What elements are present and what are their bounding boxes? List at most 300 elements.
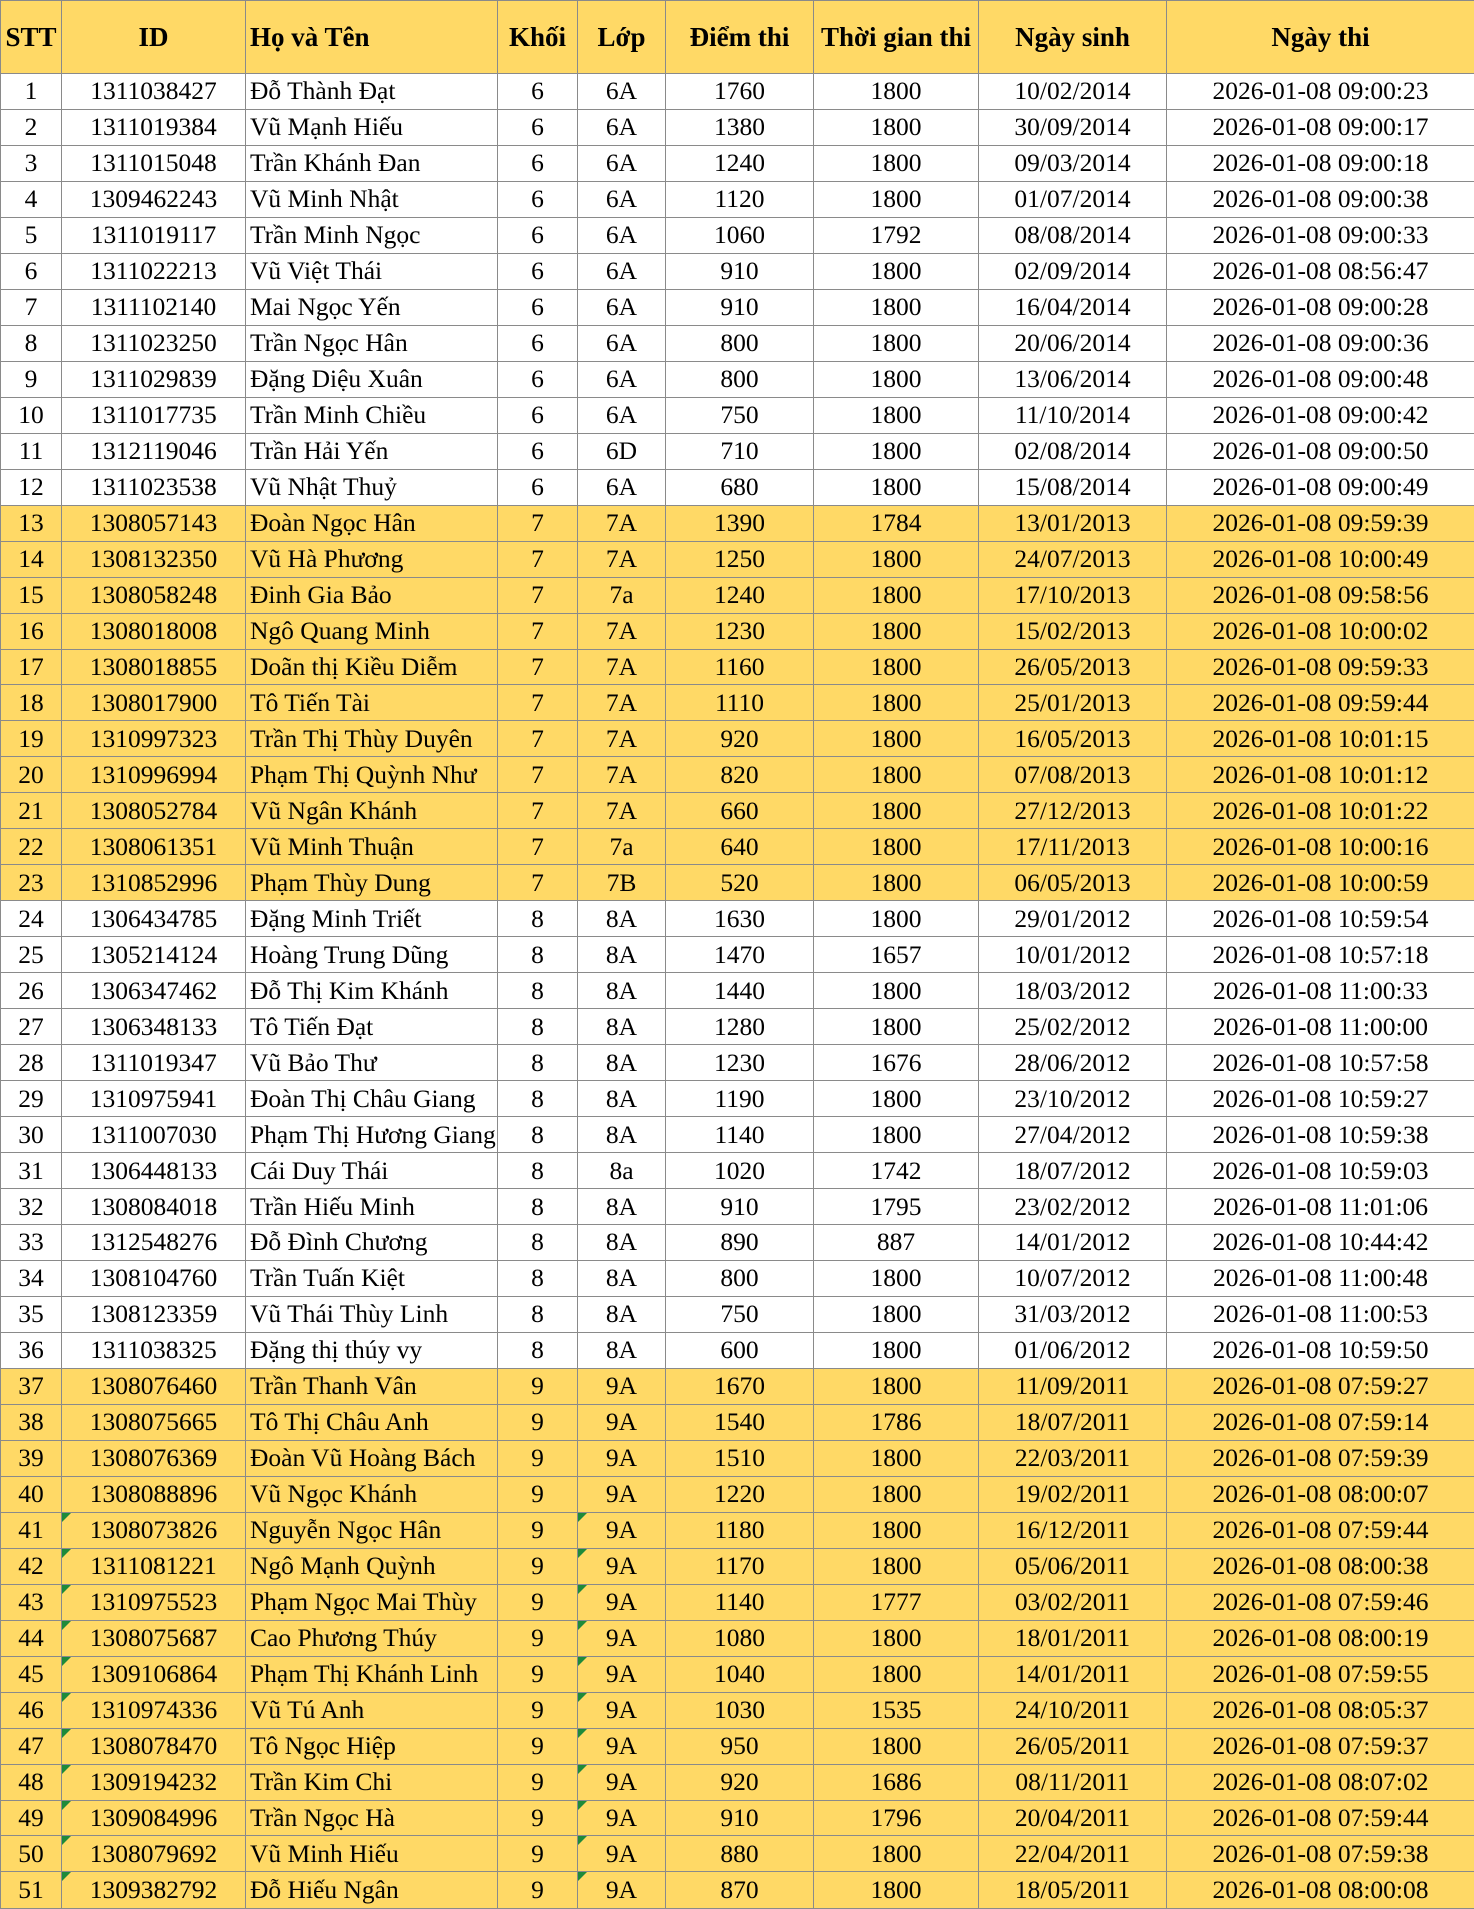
cell-exam-date[interactable]: 2026-01-08 10:44:42 bbox=[1167, 1225, 1474, 1261]
cell-exam-time[interactable]: 1800 bbox=[814, 793, 979, 829]
cell-class[interactable]: 6A bbox=[578, 181, 666, 217]
cell-grade[interactable]: 6 bbox=[498, 397, 578, 433]
cell-grade[interactable]: 7 bbox=[498, 829, 578, 865]
cell-name[interactable]: Mai Ngọc Yến bbox=[246, 289, 498, 325]
cell-id[interactable]: 1309084996 bbox=[62, 1800, 246, 1836]
cell-grade[interactable]: 8 bbox=[498, 1081, 578, 1117]
cell-class[interactable]: 7A bbox=[578, 721, 666, 757]
cell-score[interactable]: 520 bbox=[666, 865, 814, 901]
cell-score[interactable]: 1230 bbox=[666, 613, 814, 649]
cell-id[interactable]: 1308061351 bbox=[62, 829, 246, 865]
cell-grade[interactable]: 8 bbox=[498, 1260, 578, 1296]
cell-grade[interactable]: 7 bbox=[498, 721, 578, 757]
cell-class[interactable]: 8A bbox=[578, 1332, 666, 1368]
cell-exam-date[interactable]: 2026-01-08 07:59:55 bbox=[1167, 1656, 1474, 1692]
cell-exam-date[interactable]: 2026-01-08 09:59:33 bbox=[1167, 649, 1474, 685]
cell-exam-time[interactable]: 1800 bbox=[814, 1872, 979, 1909]
cell-id[interactable]: 1308058248 bbox=[62, 577, 246, 613]
cell-id[interactable]: 1308088896 bbox=[62, 1476, 246, 1512]
cell-birthdate[interactable]: 19/02/2011 bbox=[979, 1476, 1167, 1512]
cell-birthdate[interactable]: 10/07/2012 bbox=[979, 1260, 1167, 1296]
cell-score[interactable]: 1760 bbox=[666, 74, 814, 110]
cell-birthdate[interactable]: 18/07/2011 bbox=[979, 1404, 1167, 1440]
cell-score[interactable]: 800 bbox=[666, 1260, 814, 1296]
cell-name[interactable]: Trần Minh Ngọc bbox=[246, 217, 498, 253]
cell-birthdate[interactable]: 01/07/2014 bbox=[979, 181, 1167, 217]
cell-id[interactable]: 1308123359 bbox=[62, 1296, 246, 1332]
cell-score[interactable]: 1060 bbox=[666, 217, 814, 253]
cell-class[interactable]: 6A bbox=[578, 217, 666, 253]
cell-stt[interactable]: 30 bbox=[1, 1117, 62, 1153]
cell-name[interactable]: Đỗ Hiếu Ngân bbox=[246, 1872, 498, 1909]
cell-id[interactable]: 1310975941 bbox=[62, 1081, 246, 1117]
cell-class[interactable]: 6A bbox=[578, 145, 666, 181]
cell-birthdate[interactable]: 11/10/2014 bbox=[979, 397, 1167, 433]
cell-exam-date[interactable]: 2026-01-08 08:00:19 bbox=[1167, 1620, 1474, 1656]
cell-id[interactable]: 1311019117 bbox=[62, 217, 246, 253]
cell-exam-time[interactable]: 1800 bbox=[814, 1009, 979, 1045]
cell-stt[interactable]: 38 bbox=[1, 1404, 62, 1440]
cell-exam-time[interactable]: 1795 bbox=[814, 1189, 979, 1225]
cell-grade[interactable]: 7 bbox=[498, 685, 578, 721]
cell-score[interactable]: 880 bbox=[666, 1836, 814, 1872]
cell-id[interactable]: 1308104760 bbox=[62, 1260, 246, 1296]
cell-class[interactable]: 9A bbox=[578, 1584, 666, 1620]
cell-name[interactable]: Đoàn Thị Châu Giang bbox=[246, 1081, 498, 1117]
cell-birthdate[interactable]: 11/09/2011 bbox=[979, 1368, 1167, 1404]
cell-id[interactable]: 1311023250 bbox=[62, 325, 246, 361]
cell-exam-time[interactable]: 1800 bbox=[814, 1476, 979, 1512]
cell-exam-date[interactable]: 2026-01-08 11:00:53 bbox=[1167, 1296, 1474, 1332]
header-stt[interactable]: STT bbox=[1, 1, 62, 74]
cell-birthdate[interactable]: 23/02/2012 bbox=[979, 1189, 1167, 1225]
cell-grade[interactable]: 8 bbox=[498, 1225, 578, 1261]
cell-id[interactable]: 1309194232 bbox=[62, 1764, 246, 1800]
cell-class[interactable]: 9A bbox=[578, 1800, 666, 1836]
cell-class[interactable]: 9A bbox=[578, 1548, 666, 1584]
cell-birthdate[interactable]: 07/08/2013 bbox=[979, 757, 1167, 793]
cell-score[interactable]: 1140 bbox=[666, 1117, 814, 1153]
cell-exam-time[interactable]: 1657 bbox=[814, 937, 979, 973]
cell-score[interactable]: 1510 bbox=[666, 1440, 814, 1476]
cell-exam-time[interactable]: 1676 bbox=[814, 1045, 979, 1081]
cell-exam-time[interactable]: 1800 bbox=[814, 1296, 979, 1332]
cell-id[interactable]: 1308018008 bbox=[62, 613, 246, 649]
cell-name[interactable]: Đặng thị thúy vy bbox=[246, 1332, 498, 1368]
cell-class[interactable]: 8A bbox=[578, 937, 666, 973]
cell-birthdate[interactable]: 18/07/2012 bbox=[979, 1153, 1167, 1189]
cell-birthdate[interactable]: 03/02/2011 bbox=[979, 1584, 1167, 1620]
cell-score[interactable]: 890 bbox=[666, 1225, 814, 1261]
cell-birthdate[interactable]: 14/01/2012 bbox=[979, 1225, 1167, 1261]
cell-birthdate[interactable]: 22/03/2011 bbox=[979, 1440, 1167, 1476]
cell-exam-date[interactable]: 2026-01-08 10:57:58 bbox=[1167, 1045, 1474, 1081]
cell-id[interactable]: 1311015048 bbox=[62, 145, 246, 181]
cell-score[interactable]: 1540 bbox=[666, 1404, 814, 1440]
cell-name[interactable]: Hoàng Trung Dũng bbox=[246, 937, 498, 973]
cell-score[interactable]: 1630 bbox=[666, 901, 814, 937]
cell-exam-time[interactable]: 1800 bbox=[814, 289, 979, 325]
cell-class[interactable]: 7A bbox=[578, 757, 666, 793]
cell-id[interactable]: 1308018855 bbox=[62, 649, 246, 685]
cell-birthdate[interactable]: 15/08/2014 bbox=[979, 469, 1167, 505]
cell-grade[interactable]: 6 bbox=[498, 433, 578, 469]
cell-id[interactable]: 1308073826 bbox=[62, 1512, 246, 1548]
cell-id[interactable]: 1308057143 bbox=[62, 505, 246, 541]
cell-grade[interactable]: 8 bbox=[498, 1117, 578, 1153]
cell-class[interactable]: 8a bbox=[578, 1153, 666, 1189]
cell-name[interactable]: Trần Kim Chi bbox=[246, 1764, 498, 1800]
cell-score[interactable]: 1670 bbox=[666, 1368, 814, 1404]
cell-id[interactable]: 1308084018 bbox=[62, 1189, 246, 1225]
cell-id[interactable]: 1312548276 bbox=[62, 1225, 246, 1261]
cell-name[interactable]: Vũ Tú Anh bbox=[246, 1692, 498, 1728]
cell-name[interactable]: Cái Duy Thái bbox=[246, 1153, 498, 1189]
cell-class[interactable]: 8A bbox=[578, 901, 666, 937]
cell-score[interactable]: 1240 bbox=[666, 145, 814, 181]
cell-stt[interactable]: 25 bbox=[1, 937, 62, 973]
cell-name[interactable]: Vũ Thái Thùy Linh bbox=[246, 1296, 498, 1332]
cell-exam-time[interactable]: 1800 bbox=[814, 253, 979, 289]
cell-score[interactable]: 920 bbox=[666, 1764, 814, 1800]
cell-id[interactable]: 1311017735 bbox=[62, 397, 246, 433]
cell-name[interactable]: Trần Thanh Vân bbox=[246, 1368, 498, 1404]
cell-score[interactable]: 1280 bbox=[666, 1009, 814, 1045]
cell-name[interactable]: Phạm Thùy Dung bbox=[246, 865, 498, 901]
cell-exam-time[interactable]: 1800 bbox=[814, 1260, 979, 1296]
cell-id[interactable]: 1308076369 bbox=[62, 1440, 246, 1476]
cell-exam-date[interactable]: 2026-01-08 10:59:50 bbox=[1167, 1332, 1474, 1368]
cell-class[interactable]: 6A bbox=[578, 109, 666, 145]
cell-score[interactable]: 1190 bbox=[666, 1081, 814, 1117]
cell-stt[interactable]: 22 bbox=[1, 829, 62, 865]
cell-grade[interactable]: 6 bbox=[498, 109, 578, 145]
cell-exam-time[interactable]: 1800 bbox=[814, 469, 979, 505]
cell-id[interactable]: 1311019384 bbox=[62, 109, 246, 145]
cell-birthdate[interactable]: 18/03/2012 bbox=[979, 973, 1167, 1009]
cell-grade[interactable]: 8 bbox=[498, 937, 578, 973]
cell-birthdate[interactable]: 24/07/2013 bbox=[979, 541, 1167, 577]
cell-exam-time[interactable]: 1796 bbox=[814, 1800, 979, 1836]
cell-exam-time[interactable]: 1800 bbox=[814, 361, 979, 397]
cell-stt[interactable]: 2 bbox=[1, 109, 62, 145]
cell-grade[interactable]: 6 bbox=[498, 361, 578, 397]
cell-grade[interactable]: 9 bbox=[498, 1728, 578, 1764]
cell-name[interactable]: Phạm Ngọc Mai Thùy bbox=[246, 1584, 498, 1620]
cell-score[interactable]: 920 bbox=[666, 721, 814, 757]
cell-name[interactable]: Đặng Diệu Xuân bbox=[246, 361, 498, 397]
cell-birthdate[interactable]: 20/04/2011 bbox=[979, 1800, 1167, 1836]
cell-birthdate[interactable]: 14/01/2011 bbox=[979, 1656, 1167, 1692]
cell-score[interactable]: 1180 bbox=[666, 1512, 814, 1548]
cell-score[interactable]: 870 bbox=[666, 1872, 814, 1909]
cell-exam-date[interactable]: 2026-01-08 10:00:02 bbox=[1167, 613, 1474, 649]
cell-id[interactable]: 1311029839 bbox=[62, 361, 246, 397]
cell-exam-time[interactable]: 1800 bbox=[814, 901, 979, 937]
cell-id[interactable]: 1310975523 bbox=[62, 1584, 246, 1620]
cell-name[interactable]: Tô Tiến Tài bbox=[246, 685, 498, 721]
cell-exam-time[interactable]: 1800 bbox=[814, 757, 979, 793]
cell-grade[interactable]: 9 bbox=[498, 1440, 578, 1476]
cell-exam-time[interactable]: 1800 bbox=[814, 1620, 979, 1656]
cell-name[interactable]: Tô Thị Châu Anh bbox=[246, 1404, 498, 1440]
cell-exam-date[interactable]: 2026-01-08 09:59:44 bbox=[1167, 685, 1474, 721]
cell-exam-date[interactable]: 2026-01-08 09:00:49 bbox=[1167, 469, 1474, 505]
cell-birthdate[interactable]: 25/02/2012 bbox=[979, 1009, 1167, 1045]
cell-score[interactable]: 910 bbox=[666, 253, 814, 289]
cell-grade[interactable]: 7 bbox=[498, 793, 578, 829]
cell-grade[interactable]: 8 bbox=[498, 973, 578, 1009]
cell-birthdate[interactable]: 27/12/2013 bbox=[979, 793, 1167, 829]
cell-stt[interactable]: 40 bbox=[1, 1476, 62, 1512]
cell-name[interactable]: Ngô Quang Minh bbox=[246, 613, 498, 649]
cell-name[interactable]: Phạm Thị Quỳnh Như bbox=[246, 757, 498, 793]
cell-grade[interactable]: 8 bbox=[498, 1153, 578, 1189]
cell-exam-date[interactable]: 2026-01-08 09:00:23 bbox=[1167, 74, 1474, 110]
cell-stt[interactable]: 36 bbox=[1, 1332, 62, 1368]
cell-exam-time[interactable]: 1800 bbox=[814, 74, 979, 110]
cell-birthdate[interactable]: 13/01/2013 bbox=[979, 505, 1167, 541]
cell-class[interactable]: 8A bbox=[578, 1225, 666, 1261]
cell-exam-date[interactable]: 2026-01-08 10:00:16 bbox=[1167, 829, 1474, 865]
header-class[interactable]: Lớp bbox=[578, 1, 666, 74]
cell-birthdate[interactable]: 25/01/2013 bbox=[979, 685, 1167, 721]
cell-exam-date[interactable]: 2026-01-08 07:59:39 bbox=[1167, 1440, 1474, 1476]
cell-grade[interactable]: 7 bbox=[498, 541, 578, 577]
cell-name[interactable]: Vũ Hà Phương bbox=[246, 541, 498, 577]
cell-exam-date[interactable]: 2026-01-08 07:59:38 bbox=[1167, 1836, 1474, 1872]
cell-score[interactable]: 600 bbox=[666, 1332, 814, 1368]
cell-name[interactable]: Vũ Minh Thuận bbox=[246, 829, 498, 865]
cell-grade[interactable]: 9 bbox=[498, 1764, 578, 1800]
cell-grade[interactable]: 9 bbox=[498, 1584, 578, 1620]
cell-grade[interactable]: 6 bbox=[498, 217, 578, 253]
cell-class[interactable]: 6A bbox=[578, 74, 666, 110]
cell-score[interactable]: 1470 bbox=[666, 937, 814, 973]
cell-class[interactable]: 6A bbox=[578, 361, 666, 397]
cell-grade[interactable]: 6 bbox=[498, 289, 578, 325]
cell-stt[interactable]: 34 bbox=[1, 1260, 62, 1296]
cell-stt[interactable]: 27 bbox=[1, 1009, 62, 1045]
cell-exam-time[interactable]: 1800 bbox=[814, 1368, 979, 1404]
cell-exam-date[interactable]: 2026-01-08 08:00:38 bbox=[1167, 1548, 1474, 1584]
cell-grade[interactable]: 6 bbox=[498, 145, 578, 181]
cell-stt[interactable]: 35 bbox=[1, 1296, 62, 1332]
cell-birthdate[interactable]: 17/11/2013 bbox=[979, 829, 1167, 865]
cell-exam-date[interactable]: 2026-01-08 08:00:07 bbox=[1167, 1476, 1474, 1512]
cell-exam-time[interactable]: 1800 bbox=[814, 1548, 979, 1584]
cell-stt[interactable]: 10 bbox=[1, 397, 62, 433]
cell-grade[interactable]: 8 bbox=[498, 1045, 578, 1081]
cell-id[interactable]: 1311102140 bbox=[62, 289, 246, 325]
cell-exam-time[interactable]: 1800 bbox=[814, 829, 979, 865]
cell-name[interactable]: Tô Ngọc Hiệp bbox=[246, 1728, 498, 1764]
cell-class[interactable]: 9A bbox=[578, 1440, 666, 1476]
cell-id[interactable]: 1311022213 bbox=[62, 253, 246, 289]
cell-exam-date[interactable]: 2026-01-08 09:00:18 bbox=[1167, 145, 1474, 181]
cell-exam-date[interactable]: 2026-01-08 11:00:33 bbox=[1167, 973, 1474, 1009]
cell-name[interactable]: Đỗ Thành Đạt bbox=[246, 74, 498, 110]
cell-name[interactable]: Phạm Thị Hương Giang bbox=[246, 1117, 498, 1153]
cell-exam-date[interactable]: 2026-01-08 09:59:39 bbox=[1167, 505, 1474, 541]
cell-id[interactable]: 1309462243 bbox=[62, 181, 246, 217]
cell-birthdate[interactable]: 26/05/2011 bbox=[979, 1728, 1167, 1764]
cell-score[interactable]: 750 bbox=[666, 397, 814, 433]
cell-birthdate[interactable]: 10/02/2014 bbox=[979, 74, 1167, 110]
cell-id[interactable]: 1311023538 bbox=[62, 469, 246, 505]
cell-stt[interactable]: 46 bbox=[1, 1692, 62, 1728]
cell-class[interactable]: 8A bbox=[578, 1081, 666, 1117]
cell-birthdate[interactable]: 18/01/2011 bbox=[979, 1620, 1167, 1656]
cell-exam-date[interactable]: 2026-01-08 07:59:44 bbox=[1167, 1800, 1474, 1836]
cell-score[interactable]: 640 bbox=[666, 829, 814, 865]
cell-name[interactable]: Trần Thị Thùy Duyên bbox=[246, 721, 498, 757]
cell-id[interactable]: 1308075665 bbox=[62, 1404, 246, 1440]
cell-class[interactable]: 9A bbox=[578, 1476, 666, 1512]
cell-id[interactable]: 1308076460 bbox=[62, 1368, 246, 1404]
cell-id[interactable]: 1309382792 bbox=[62, 1872, 246, 1909]
cell-grade[interactable]: 6 bbox=[498, 253, 578, 289]
cell-class[interactable]: 7A bbox=[578, 685, 666, 721]
cell-name[interactable]: Trần Tuấn Kiệt bbox=[246, 1260, 498, 1296]
cell-class[interactable]: 8A bbox=[578, 1117, 666, 1153]
cell-exam-date[interactable]: 2026-01-08 09:00:33 bbox=[1167, 217, 1474, 253]
cell-score[interactable]: 680 bbox=[666, 469, 814, 505]
cell-exam-date[interactable]: 2026-01-08 07:59:37 bbox=[1167, 1728, 1474, 1764]
cell-birthdate[interactable]: 26/05/2013 bbox=[979, 649, 1167, 685]
cell-id[interactable]: 1309106864 bbox=[62, 1656, 246, 1692]
cell-birthdate[interactable]: 05/06/2011 bbox=[979, 1548, 1167, 1584]
cell-birthdate[interactable]: 15/02/2013 bbox=[979, 613, 1167, 649]
cell-exam-time[interactable]: 1800 bbox=[814, 721, 979, 757]
cell-grade[interactable]: 6 bbox=[498, 74, 578, 110]
cell-stt[interactable]: 49 bbox=[1, 1800, 62, 1836]
cell-stt[interactable]: 17 bbox=[1, 649, 62, 685]
cell-birthdate[interactable]: 22/04/2011 bbox=[979, 1836, 1167, 1872]
cell-grade[interactable]: 8 bbox=[498, 1189, 578, 1225]
cell-name[interactable]: Trần Ngọc Hân bbox=[246, 325, 498, 361]
cell-birthdate[interactable]: 30/09/2014 bbox=[979, 109, 1167, 145]
cell-stt[interactable]: 7 bbox=[1, 289, 62, 325]
cell-birthdate[interactable]: 16/04/2014 bbox=[979, 289, 1167, 325]
cell-class[interactable]: 6A bbox=[578, 325, 666, 361]
cell-grade[interactable]: 9 bbox=[498, 1476, 578, 1512]
cell-exam-date[interactable]: 2026-01-08 09:00:48 bbox=[1167, 361, 1474, 397]
cell-grade[interactable]: 9 bbox=[498, 1836, 578, 1872]
cell-name[interactable]: Đỗ Đình Chương bbox=[246, 1225, 498, 1261]
cell-score[interactable]: 820 bbox=[666, 757, 814, 793]
cell-class[interactable]: 8A bbox=[578, 1260, 666, 1296]
cell-exam-date[interactable]: 2026-01-08 07:59:46 bbox=[1167, 1584, 1474, 1620]
cell-exam-time[interactable]: 1800 bbox=[814, 433, 979, 469]
cell-score[interactable]: 1250 bbox=[666, 541, 814, 577]
cell-grade[interactable]: 7 bbox=[498, 649, 578, 685]
cell-score[interactable]: 910 bbox=[666, 289, 814, 325]
cell-exam-date[interactable]: 2026-01-08 10:01:22 bbox=[1167, 793, 1474, 829]
cell-birthdate[interactable]: 06/05/2013 bbox=[979, 865, 1167, 901]
cell-id[interactable]: 1306434785 bbox=[62, 901, 246, 937]
cell-id[interactable]: 1310974336 bbox=[62, 1692, 246, 1728]
cell-class[interactable]: 6A bbox=[578, 253, 666, 289]
cell-birthdate[interactable]: 02/08/2014 bbox=[979, 433, 1167, 469]
cell-score[interactable]: 800 bbox=[666, 325, 814, 361]
cell-exam-date[interactable]: 2026-01-08 09:00:50 bbox=[1167, 433, 1474, 469]
cell-score[interactable]: 1120 bbox=[666, 181, 814, 217]
cell-stt[interactable]: 26 bbox=[1, 973, 62, 1009]
cell-score[interactable]: 1170 bbox=[666, 1548, 814, 1584]
cell-score[interactable]: 1230 bbox=[666, 1045, 814, 1081]
cell-exam-time[interactable]: 1800 bbox=[814, 1656, 979, 1692]
cell-stt[interactable]: 14 bbox=[1, 541, 62, 577]
cell-birthdate[interactable]: 16/05/2013 bbox=[979, 721, 1167, 757]
cell-exam-time[interactable]: 1800 bbox=[814, 649, 979, 685]
cell-id[interactable]: 1311038325 bbox=[62, 1332, 246, 1368]
cell-stt[interactable]: 15 bbox=[1, 577, 62, 613]
cell-stt[interactable]: 29 bbox=[1, 1081, 62, 1117]
cell-id[interactable]: 1306448133 bbox=[62, 1153, 246, 1189]
cell-stt[interactable]: 41 bbox=[1, 1512, 62, 1548]
cell-class[interactable]: 8A bbox=[578, 1296, 666, 1332]
cell-stt[interactable]: 20 bbox=[1, 757, 62, 793]
cell-grade[interactable]: 7 bbox=[498, 613, 578, 649]
cell-birthdate[interactable]: 24/10/2011 bbox=[979, 1692, 1167, 1728]
cell-exam-time[interactable]: 1792 bbox=[814, 217, 979, 253]
cell-id[interactable]: 1308078470 bbox=[62, 1728, 246, 1764]
cell-grade[interactable]: 9 bbox=[498, 1800, 578, 1836]
cell-score[interactable]: 1220 bbox=[666, 1476, 814, 1512]
cell-exam-time[interactable]: 1800 bbox=[814, 181, 979, 217]
cell-grade[interactable]: 7 bbox=[498, 577, 578, 613]
cell-class[interactable]: 9A bbox=[578, 1872, 666, 1909]
cell-name[interactable]: Vũ Việt Thái bbox=[246, 253, 498, 289]
cell-exam-date[interactable]: 2026-01-08 11:00:48 bbox=[1167, 1260, 1474, 1296]
cell-birthdate[interactable]: 28/06/2012 bbox=[979, 1045, 1167, 1081]
cell-stt[interactable]: 43 bbox=[1, 1584, 62, 1620]
cell-score[interactable]: 1380 bbox=[666, 109, 814, 145]
cell-score[interactable]: 1240 bbox=[666, 577, 814, 613]
cell-exam-time[interactable]: 1800 bbox=[814, 1512, 979, 1548]
cell-exam-time[interactable]: 1800 bbox=[814, 973, 979, 1009]
cell-stt[interactable]: 39 bbox=[1, 1440, 62, 1476]
cell-stt[interactable]: 44 bbox=[1, 1620, 62, 1656]
header-score[interactable]: Điểm thi bbox=[666, 1, 814, 74]
cell-stt[interactable]: 9 bbox=[1, 361, 62, 397]
cell-name[interactable]: Tô Tiến Đạt bbox=[246, 1009, 498, 1045]
cell-name[interactable]: Trần Ngọc Hà bbox=[246, 1800, 498, 1836]
cell-exam-date[interactable]: 2026-01-08 10:01:15 bbox=[1167, 721, 1474, 757]
cell-id[interactable]: 1308075687 bbox=[62, 1620, 246, 1656]
cell-name[interactable]: Vũ Minh Hiếu bbox=[246, 1836, 498, 1872]
cell-exam-date[interactable]: 2026-01-08 10:00:49 bbox=[1167, 541, 1474, 577]
cell-exam-date[interactable]: 2026-01-08 09:00:42 bbox=[1167, 397, 1474, 433]
cell-class[interactable]: 7B bbox=[578, 865, 666, 901]
cell-name[interactable]: Vũ Bảo Thư bbox=[246, 1045, 498, 1081]
cell-birthdate[interactable]: 01/06/2012 bbox=[979, 1332, 1167, 1368]
cell-grade[interactable]: 6 bbox=[498, 181, 578, 217]
cell-name[interactable]: Trần Minh Chiều bbox=[246, 397, 498, 433]
cell-class[interactable]: 8A bbox=[578, 1189, 666, 1225]
header-birthdate[interactable]: Ngày sinh bbox=[979, 1, 1167, 74]
cell-exam-time[interactable]: 887 bbox=[814, 1225, 979, 1261]
cell-name[interactable]: Vũ Ngọc Khánh bbox=[246, 1476, 498, 1512]
cell-stt[interactable]: 48 bbox=[1, 1764, 62, 1800]
cell-exam-date[interactable]: 2026-01-08 07:59:14 bbox=[1167, 1404, 1474, 1440]
cell-stt[interactable]: 23 bbox=[1, 865, 62, 901]
cell-class[interactable]: 7A bbox=[578, 505, 666, 541]
cell-score[interactable]: 1080 bbox=[666, 1620, 814, 1656]
cell-exam-time[interactable]: 1800 bbox=[814, 1117, 979, 1153]
cell-score[interactable]: 1390 bbox=[666, 505, 814, 541]
